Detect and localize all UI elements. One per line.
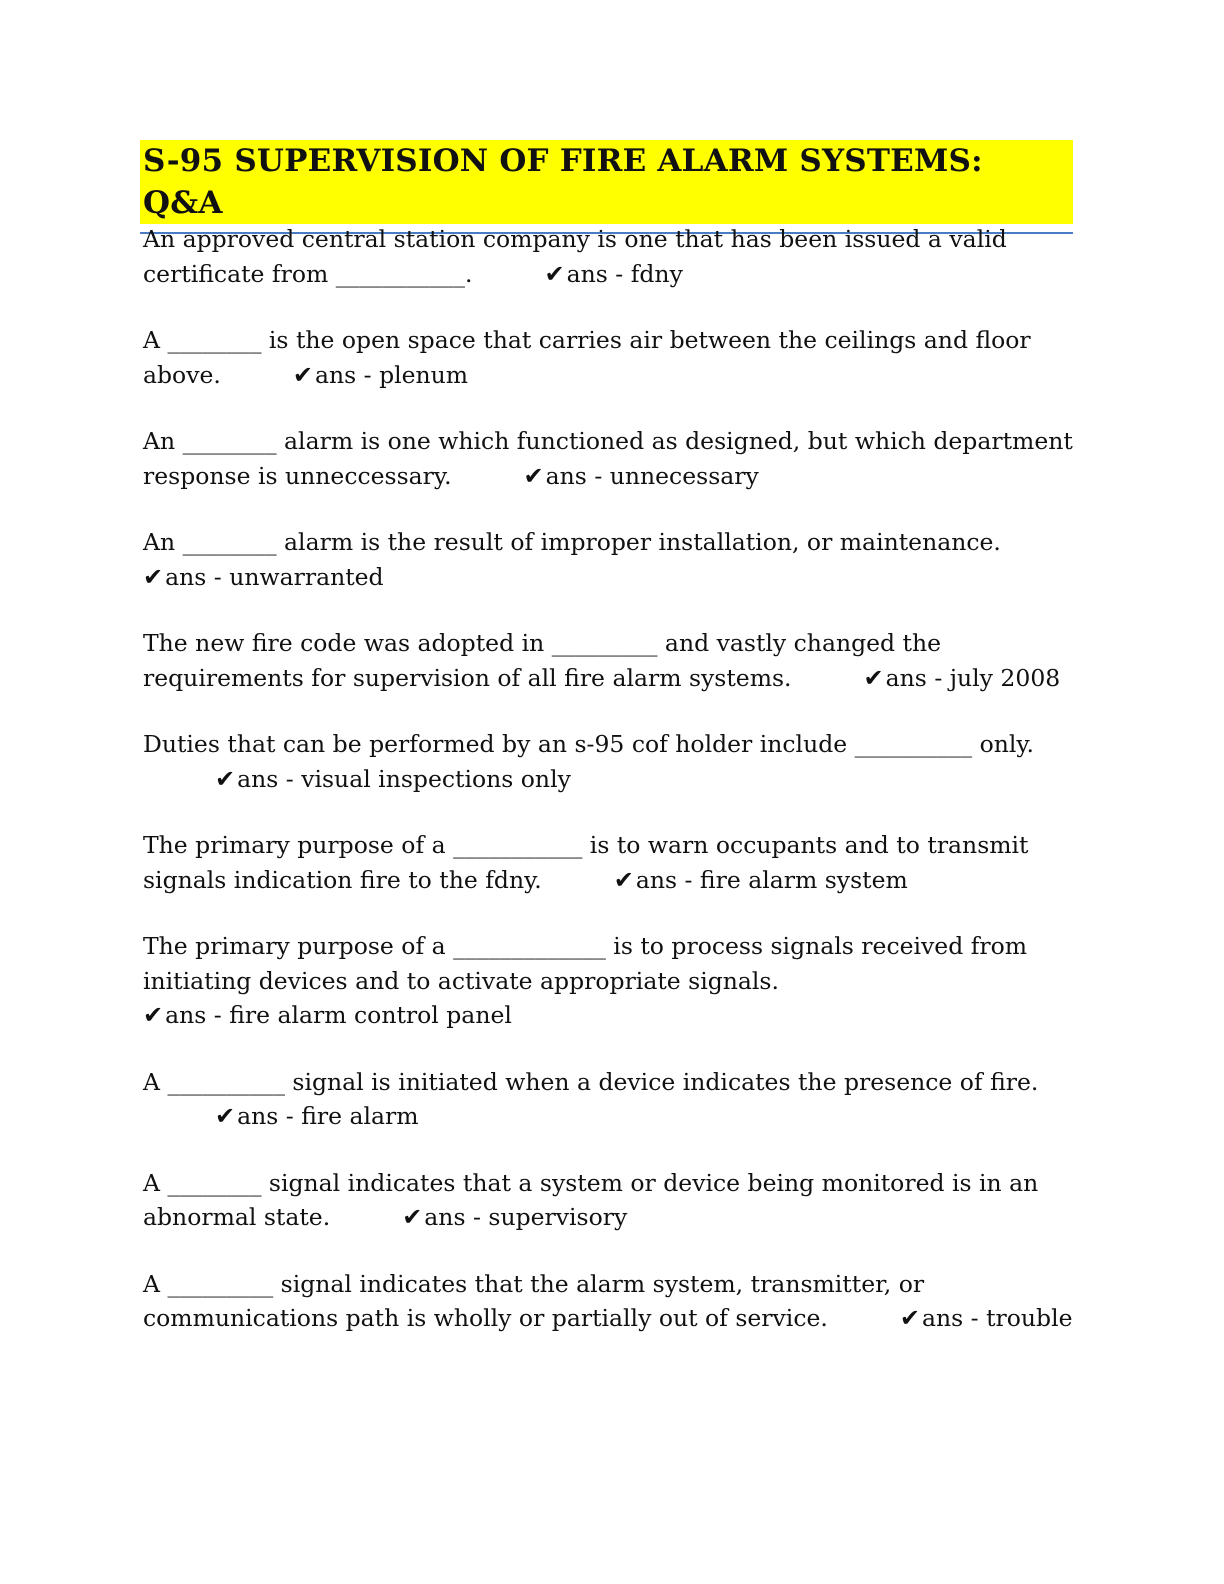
answer-text: fdny <box>630 259 683 288</box>
answer-text: trouble <box>986 1304 1073 1332</box>
answer <box>143 1001 512 1029</box>
qa-item <box>143 1166 1073 1235</box>
answer <box>402 1203 627 1231</box>
checkmark-icon: ✔ <box>863 663 884 692</box>
answer-text: visual inspections only <box>301 764 571 793</box>
answer-prefix: ans - <box>314 360 380 389</box>
answer-text: fire alarm control panel <box>229 1001 512 1029</box>
qa-item <box>143 323 1073 392</box>
question-text: An ________ alarm is the result of improper installation, or maintenance. <box>143 528 1001 556</box>
answer-prefix: ans - <box>545 461 610 490</box>
question-text: An ________ alarm is one which functioned as designed, but which department response is unneccessary. <box>143 427 1073 490</box>
answer-prefix: ans - <box>424 1203 489 1231</box>
qa-item <box>143 929 1073 1033</box>
question-text: The new fire code was adopted in _________ and vastly changed the requirements for supervision of all fire alarm systems. <box>143 629 942 692</box>
checkmark-icon: ✔ <box>292 360 313 389</box>
question-text: An approved central station company is one that has been issued a valid certificate from ___________. <box>143 225 1007 288</box>
question-text: A _________ signal indicates that the alarm system, transmitter, or communications path is wholly or partially out of service. <box>143 1269 925 1332</box>
answer-prefix: ans - <box>566 259 631 288</box>
answer-text: plenum <box>379 360 469 389</box>
answer <box>215 1102 419 1130</box>
title-underline <box>140 140 1073 234</box>
answer-text: unnecessary <box>609 461 759 490</box>
question-text: A ________ is the open space that carries air between the ceilings and floor above. <box>143 326 1031 389</box>
question-text: A ________ signal indicates that a system or device being monitored is in an abnormal state. <box>143 1168 1039 1231</box>
answer-prefix: ans - <box>635 865 700 894</box>
question-text: Duties that can be performed by an s-95 cof holder include __________ only. <box>143 730 1035 758</box>
answer <box>864 664 1061 692</box>
checkmark-icon: ✔ <box>402 1203 423 1231</box>
answer-text: fire alarm system <box>699 865 908 894</box>
qa-item <box>143 424 1073 493</box>
answer <box>900 1304 1073 1332</box>
answer-text: unwarranted <box>229 562 384 591</box>
answer-prefix: ans - <box>165 1001 230 1029</box>
answer-text: supervisory <box>488 1203 628 1231</box>
checkmark-icon: ✔ <box>523 461 544 490</box>
answer-text: fire alarm <box>301 1102 419 1130</box>
checkmark-icon: ✔ <box>899 1304 920 1332</box>
qa-item <box>143 626 1073 695</box>
checkmark-icon: ✔ <box>143 1001 164 1029</box>
answer <box>215 765 571 793</box>
qa-item <box>143 727 1073 796</box>
answer-prefix: ans - <box>921 1304 987 1332</box>
answer <box>293 361 468 389</box>
qa-item <box>143 525 1073 594</box>
checkmark-icon: ✔ <box>143 562 164 591</box>
answer-prefix: ans - <box>885 663 950 692</box>
question-text: A __________ signal is initiated when a device indicates the presence of fire. <box>143 1067 1039 1096</box>
answer-text: july 2008 <box>949 663 1061 692</box>
checkmark-icon: ✔ <box>613 865 634 894</box>
answer-prefix: ans - <box>237 764 302 793</box>
checkmark-icon: ✔ <box>544 259 565 288</box>
qa-item <box>143 1065 1073 1134</box>
answer-prefix: ans - <box>165 562 230 591</box>
answer <box>544 260 682 288</box>
qa-item <box>143 1267 1073 1336</box>
qa-list <box>143 222 1073 1368</box>
answer-prefix: ans - <box>237 1102 302 1130</box>
page-title: S-95 SUPERVISION OF FIRE ALARM SYSTEMS: Q&A <box>140 140 1073 224</box>
answer <box>143 563 384 591</box>
question-text: The primary purpose of a ___________ is to warn occupants and to transmit signals indication fire to the fdny. <box>143 831 1029 894</box>
answer <box>614 866 908 894</box>
checkmark-icon: ✔ <box>215 1102 236 1130</box>
checkmark-icon: ✔ <box>215 764 236 793</box>
question-text: The primary purpose of a _____________ is to process signals received from initiating devices and to activate appropriate signals. <box>143 932 1028 995</box>
qa-item <box>143 222 1073 291</box>
qa-item <box>143 828 1073 897</box>
answer <box>524 462 759 490</box>
